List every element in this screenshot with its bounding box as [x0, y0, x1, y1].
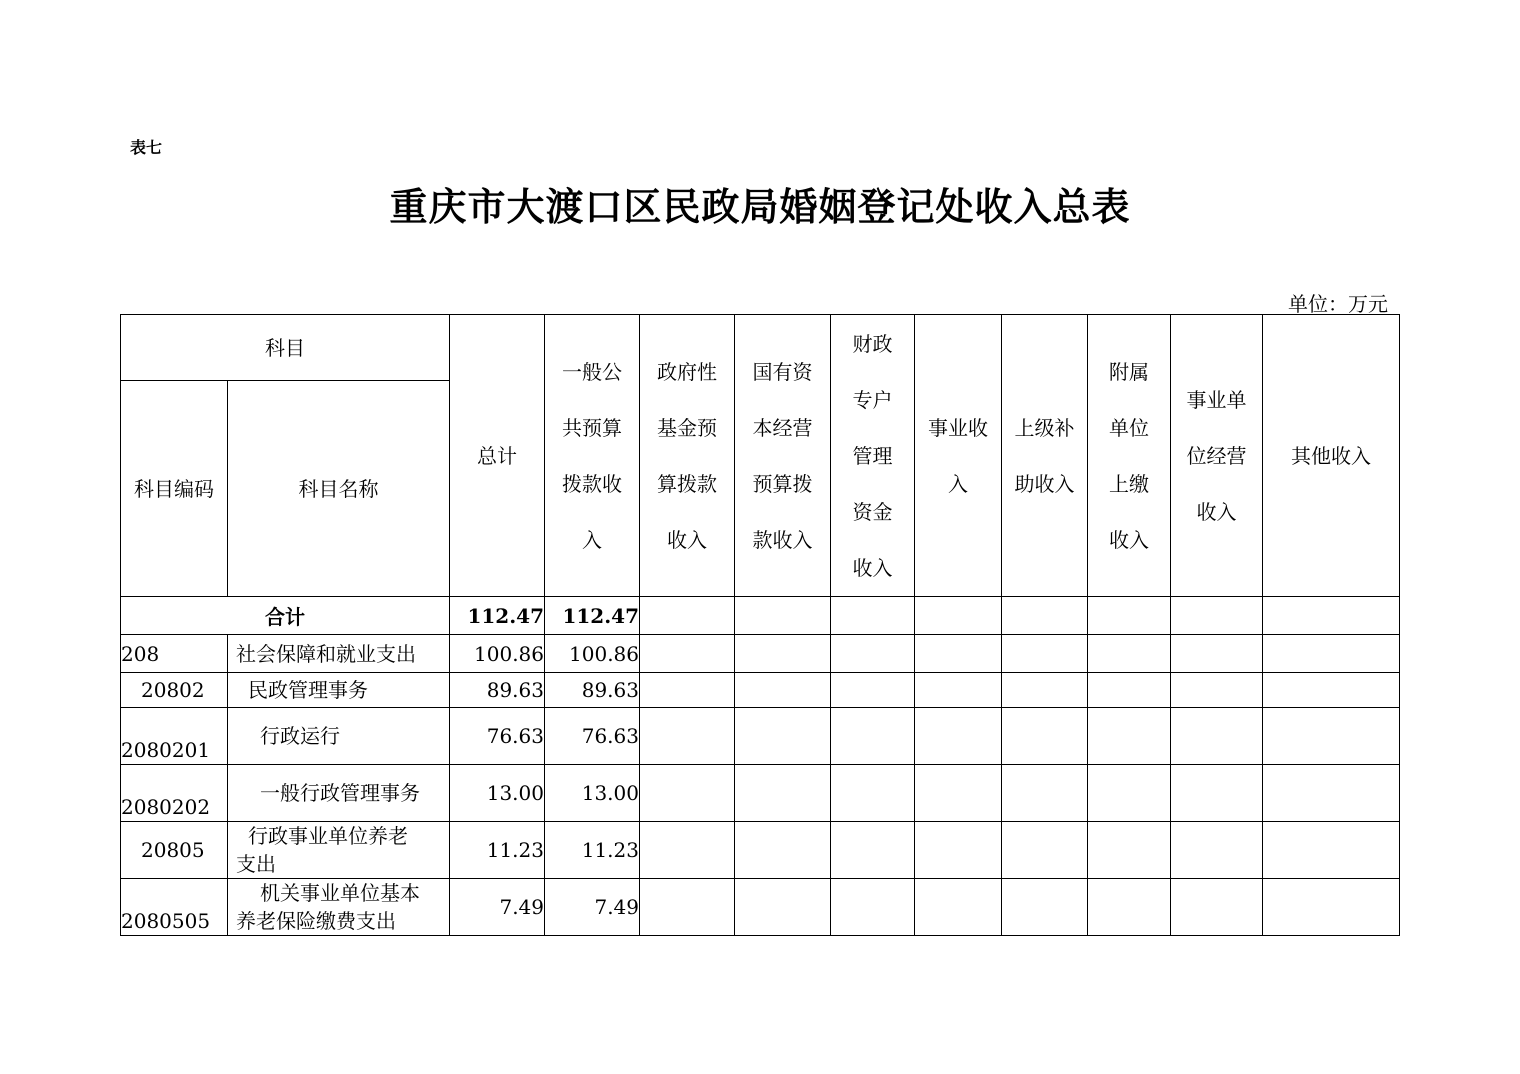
header-subject: 科目	[121, 315, 450, 381]
header-gov-fund: 政府性 基金预 算拨款 收入	[640, 315, 735, 597]
table-row	[121, 708, 1400, 765]
table-row	[121, 765, 1400, 822]
row-name: 行政运行	[228, 708, 450, 765]
row-total: 13.00	[450, 765, 545, 822]
header-state-capital: 国有资 本经营 预算拨 款收入	[735, 315, 831, 597]
row-general-budget: 11.23	[545, 822, 640, 879]
row-total: 76.63	[450, 708, 545, 765]
table-row	[121, 635, 1400, 673]
row-general-budget: 100.86	[545, 635, 640, 673]
row-general-budget: 13.00	[545, 765, 640, 822]
row-name: 民政管理事务	[228, 673, 450, 708]
header-other: 其他收入	[1263, 315, 1400, 597]
row-name: 一般行政管理事务	[228, 765, 450, 822]
table-row	[121, 822, 1400, 879]
header-code: 科目编码	[121, 381, 228, 597]
total-general-budget: 112.47	[545, 597, 640, 635]
row-total: 7.49	[450, 879, 545, 936]
row-code: 20802	[121, 673, 228, 708]
table-row	[121, 673, 1400, 708]
header-affiliated: 附属 单位 上缴 收入	[1088, 315, 1171, 597]
row-general-budget: 76.63	[545, 708, 640, 765]
row-general-budget: 7.49	[545, 879, 640, 936]
total-label: 合计	[121, 597, 450, 635]
header-total: 总计	[450, 315, 545, 597]
row-code: 20805	[121, 822, 228, 879]
row-code: 2080201	[121, 708, 228, 765]
header-superior-subsidy: 上级补 助收入	[1002, 315, 1088, 597]
row-name: 机关事业单位基本 养老保险缴费支出	[228, 879, 450, 936]
row-general-budget: 89.63	[545, 673, 640, 708]
total-value: 112.47	[450, 597, 545, 635]
unit-label: 单位：万元	[1288, 292, 1388, 316]
header-name: 科目名称	[228, 381, 450, 597]
row-total: 89.63	[450, 673, 545, 708]
table-row-total	[121, 597, 1400, 635]
header-general-budget: 一般公 共预算 拨款收 入	[545, 315, 640, 597]
table-number-label: 表七	[130, 138, 163, 157]
row-total: 11.23	[450, 822, 545, 879]
row-name: 社会保障和就业支出	[228, 635, 450, 673]
row-total: 100.86	[450, 635, 545, 673]
row-code: 2080505	[121, 879, 228, 936]
income-summary-table	[120, 314, 1400, 936]
header-business-income: 事业收 入	[915, 315, 1002, 597]
header-unit-operation: 事业单 位经营 收入	[1171, 315, 1263, 597]
page-title: 重庆市大渡口区民政局婚姻登记处收入总表	[389, 184, 1131, 229]
row-code: 208	[121, 635, 228, 673]
header-fiscal-special: 财政 专户 管理 资金 收入	[831, 315, 915, 597]
row-code: 2080202	[121, 765, 228, 822]
row-name: 行政事业单位养老 支出	[228, 822, 450, 879]
table-row	[121, 879, 1400, 936]
